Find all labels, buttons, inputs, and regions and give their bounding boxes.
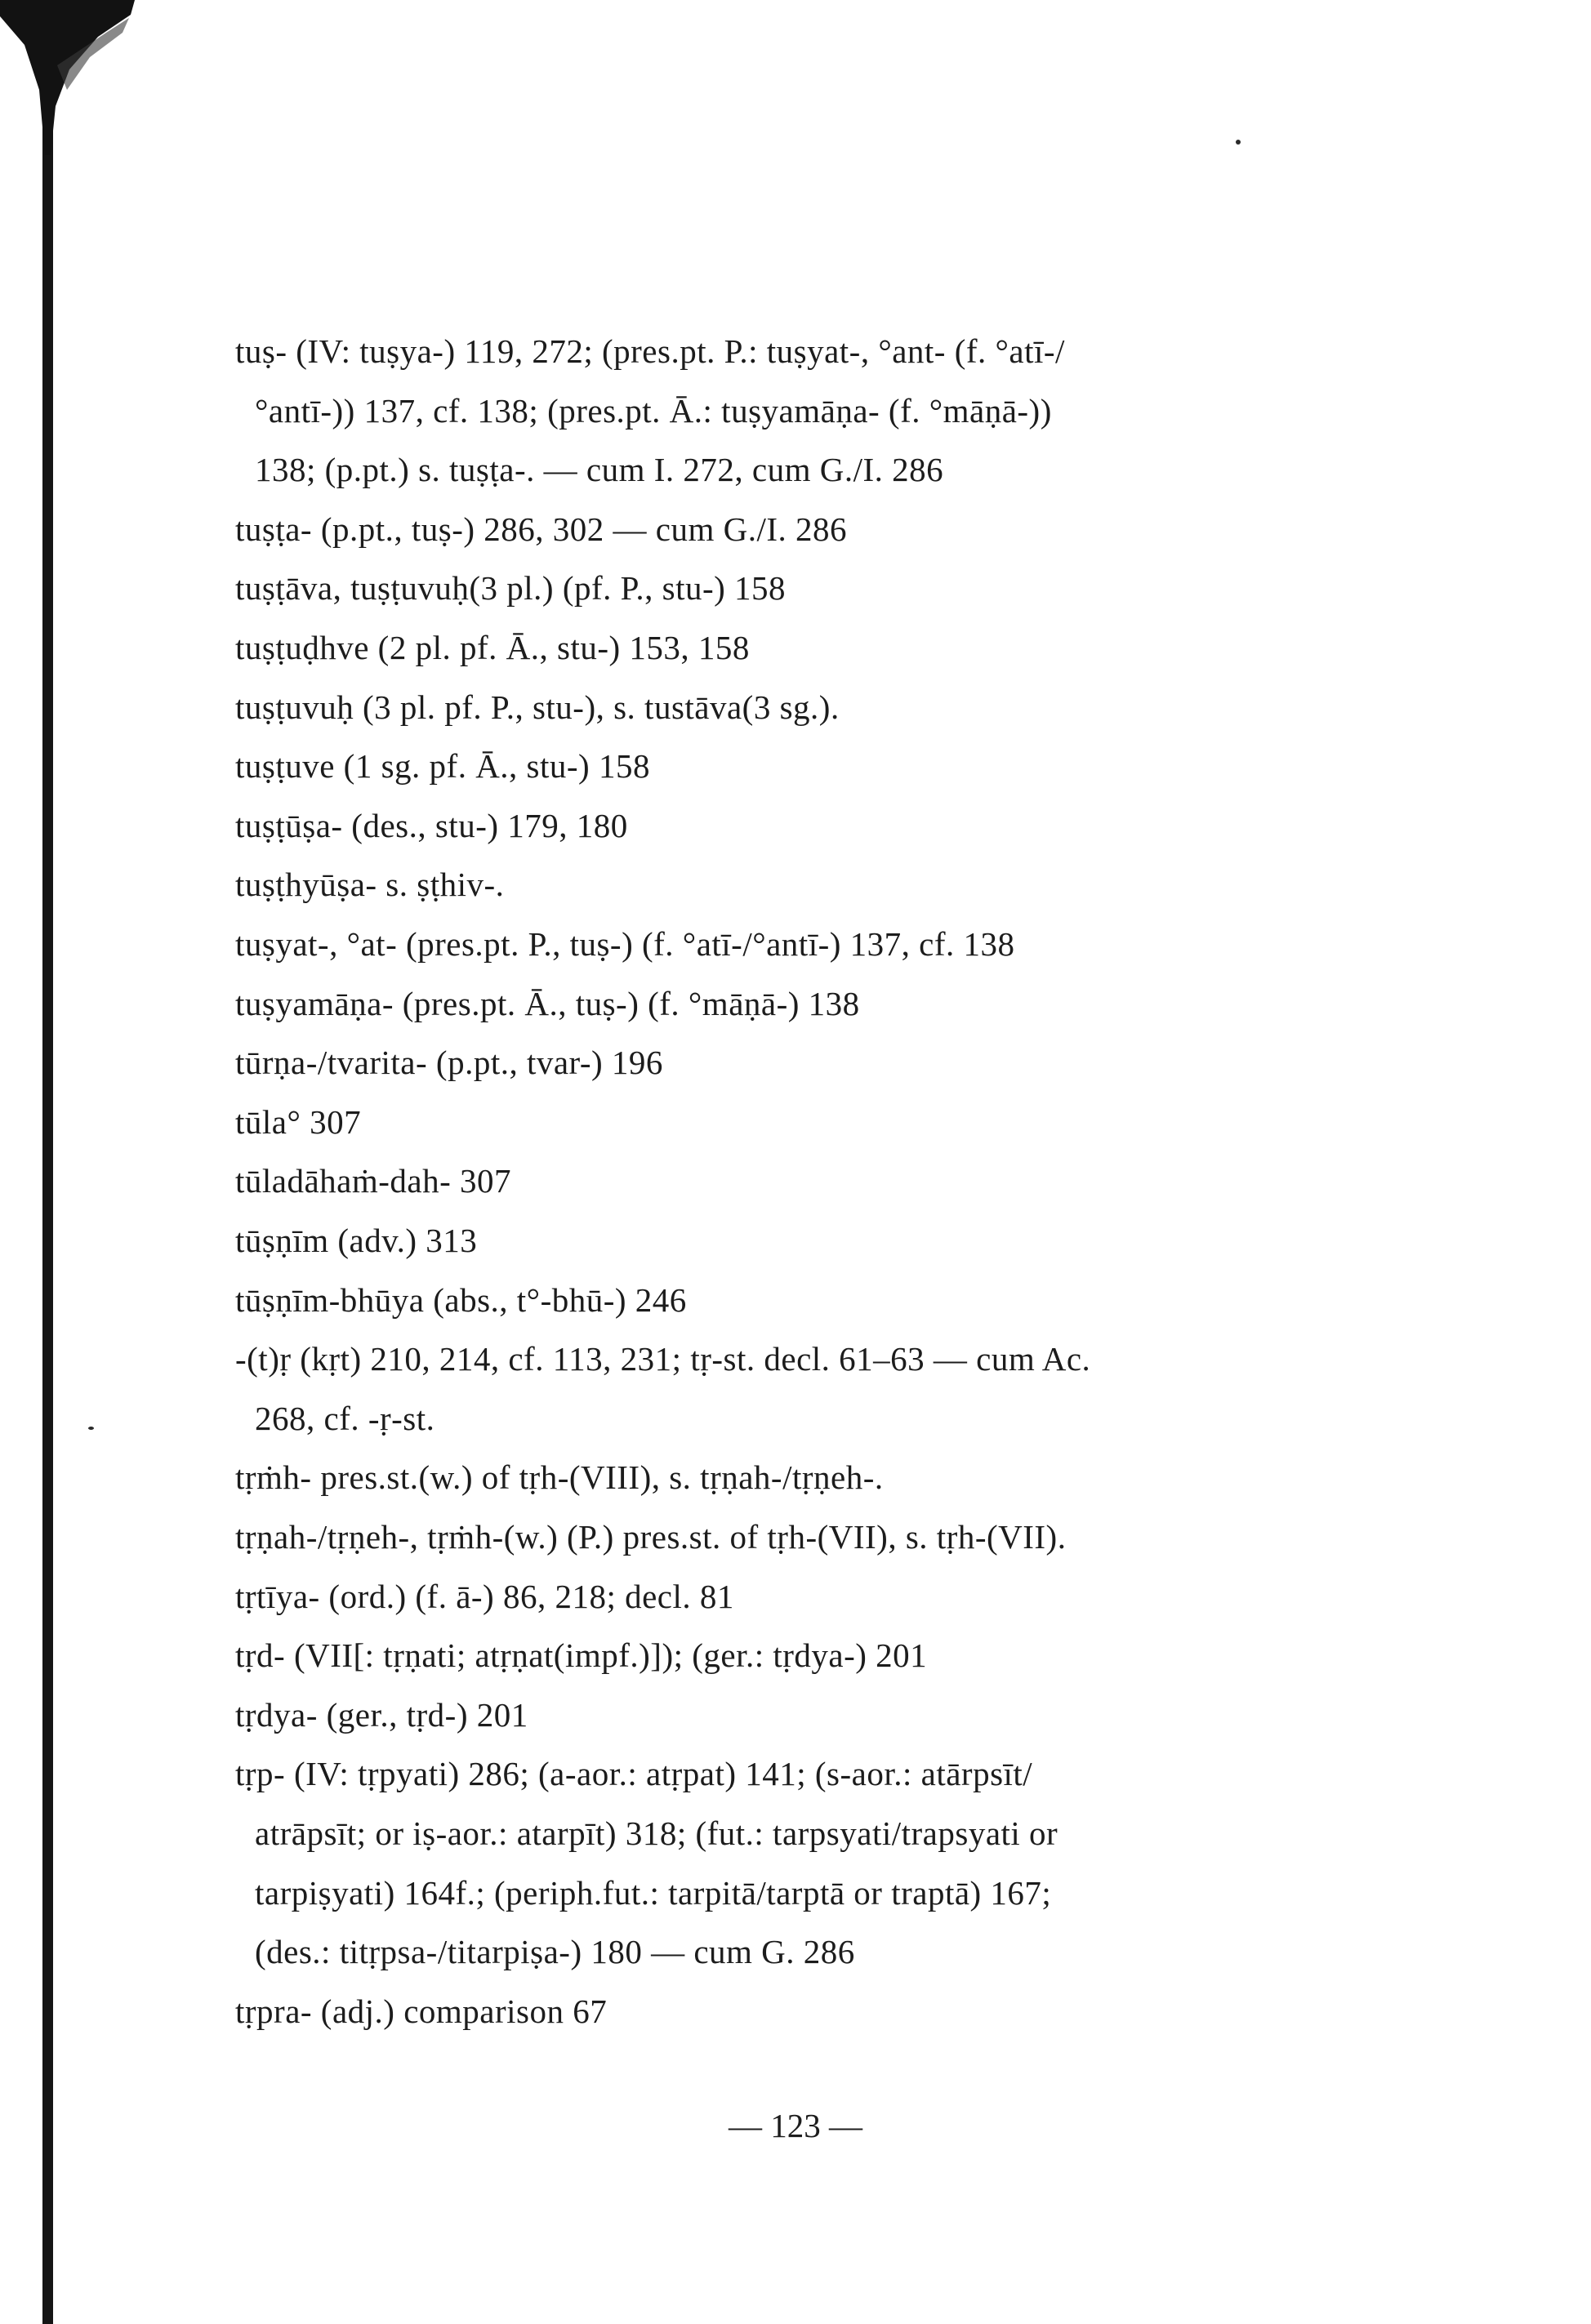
entry-headline: tuṣṭuḍhve (2 pl. pf. Ā., stu-) 153, 158	[235, 629, 750, 666]
entry-headline: tṛtīya- (ord.) (f. ā-) 86, 218; decl. 81	[235, 1578, 734, 1615]
entry-headline: tuṣṭhyūṣa- s. ṣṭhiv-.	[235, 866, 505, 903]
entry-continuation-line: tarpiṣyati) 164f.; (periph.fut.: tarpitā/tarptā or traptā) 167;	[255, 1874, 1052, 1912]
entry-continuation-line: atrāpsīt; or iṣ-aor.: atarpīt) 318; (fut.: tarpsyati/trapsyati or	[255, 1814, 1058, 1852]
entry-headline: tuṣ- (IV: tuṣya-) 119, 272; (pres.pt. P.: tuṣyat-, °ant- (f. °atī-/	[235, 332, 1065, 370]
entry-headline: tūladāhaṁ-dah- 307	[235, 1162, 512, 1200]
entry-headline: tṛd- (VII[: tṛṇati; atṛṇat(impf.)]); (ger.: tṛdya-) 201	[235, 1636, 928, 1674]
entry-headline: tuṣyat-, °at- (pres.pt. P., tuṣ-) (f. °atī-/°antī-) 137, cf. 138	[235, 925, 1015, 963]
page-number: — 123 —	[729, 2107, 862, 2144]
entry-continuation-line: 138; (p.pt.) s. tuṣṭa-. — cum I. 272, cum G./I. 286	[255, 451, 944, 488]
entry-headline: tuṣṭūṣa- (des., stu-) 179, 180	[235, 807, 628, 844]
entry-headline: -(t)ṛ (kṛt) 210, 214, cf. 113, 231; tṛ-st. decl. 61–63 — cum Ac.	[235, 1340, 1091, 1378]
entry-headline: tuṣṭuvuḥ (3 pl. pf. P., stu-), s. tustāva(3 sg.).	[235, 688, 840, 726]
entry-headline: tūla° 307	[235, 1103, 362, 1141]
entry-headline: tṛpra- (adj.) comparison 67	[235, 1992, 608, 2030]
entry-headline: tūṣṇīm-bhūya (abs., t°-bhū-) 246	[235, 1281, 687, 1319]
entry-continuation-line: (des.: titṛpsa-/titarpiṣa-) 180 — cum G. 286	[255, 1933, 855, 1970]
entry-headline: tṛṇah-/tṛṇeh-, tṛṁh-(w.) (P.) pres.st. of tṛh-(VII), s. tṛh-(VII).	[235, 1518, 1067, 1556]
entry-continuation-line: °antī-)) 137, cf. 138; (pres.pt. Ā.: tuṣyamāṇa- (f. °māṇā-))	[255, 392, 1052, 430]
entry-headline: tūrṇa-/tvarita- (p.pt., tvar-) 196	[235, 1044, 663, 1081]
entry-headline: tṛp- (IV: tṛpyati) 286; (a-aor.: atṛpat) 141; (s-aor.: atārpsīt/	[235, 1755, 1033, 1792]
entry-headline: tṛṁh- pres.st.(w.) of tṛh-(VIII), s. tṛṇah-/tṛṇeh-.	[235, 1458, 884, 1496]
entry-headline: tuṣṭāva, tuṣṭuvuḥ(3 pl.) (pf. P., stu-) 158	[235, 569, 787, 607]
entry-headline: tuṣṭa- (p.pt., tuṣ-) 286, 302 — cum G./I. 286	[235, 510, 848, 548]
entry-continuation-line: 268, cf. -ṛ-st.	[255, 1400, 435, 1437]
entry-headline: tūṣṇīm (adv.) 313	[235, 1222, 478, 1259]
entry-headline: tuṣṭuve (1 sg. pf. Ā., stu-) 158	[235, 747, 650, 785]
entry-headline: tuṣyamāṇa- (pres.pt. Ā., tuṣ-) (f. °māṇā-) 138	[235, 985, 860, 1022]
entry-headline: tṛdya- (ger., tṛd-) 201	[235, 1696, 528, 1734]
